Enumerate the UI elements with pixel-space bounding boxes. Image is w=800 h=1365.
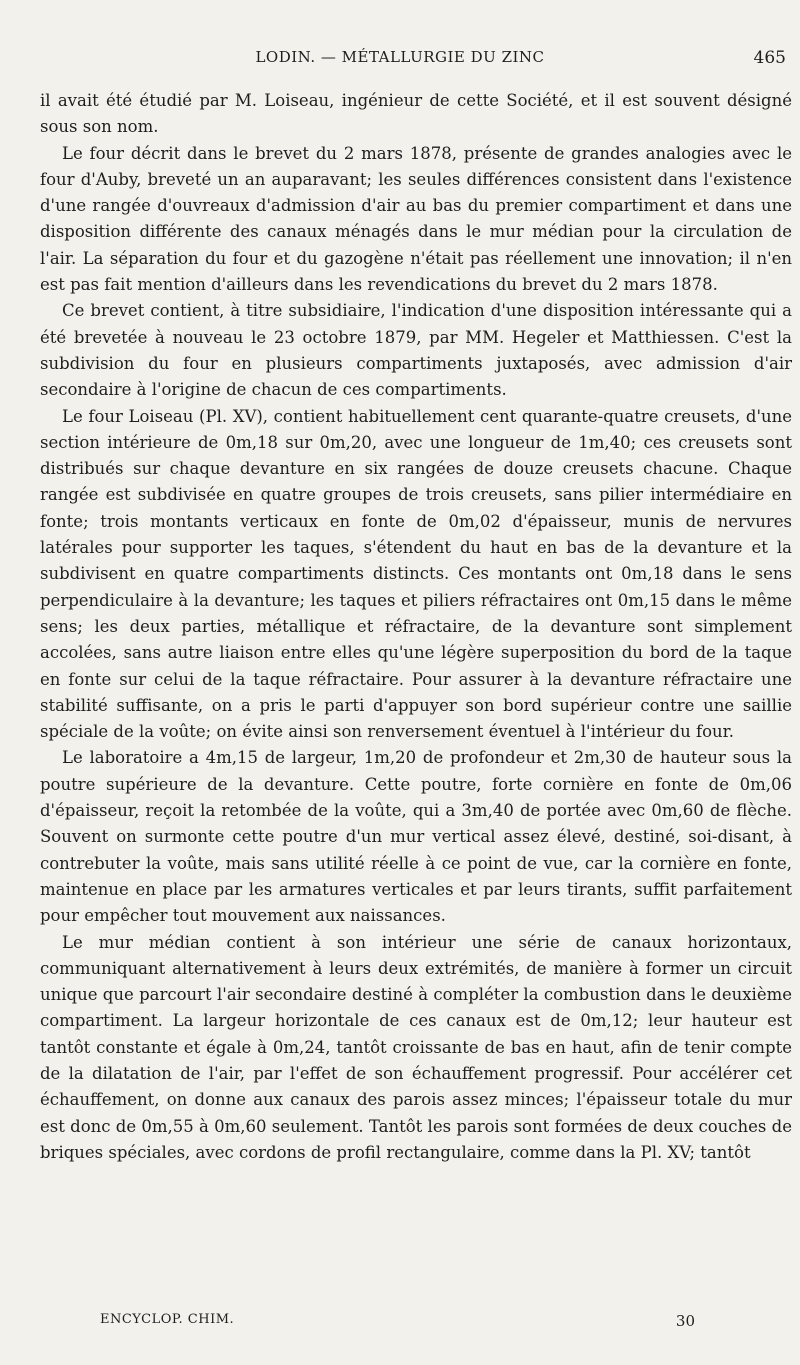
footer-sheet-number: 30: [675, 1312, 695, 1330]
footer-signature: ENCYCLOP. CHIM.: [100, 1312, 235, 1327]
paragraph: Le laboratoire a 4m,15 de largeur, 1m,20 de profondeur et 2m,30 de hauteur sous la poutre supérieure de la devanture. Cette poutre, forte cornière en fonte de 0m,06 d'épaisseur, reçoit la retombée de la voûte, qui a 3m,40 de portée avec 0m,60 de flèche. Souvent on surmonte cette poutre d'un mur vertical assez élevé, destiné, soi-disant, à contrebuter la voûte, mais sans utilité réelle à ce point de vue, car la cornière en fonte, maintenue en place par les armatures verticales et par leurs tirants, suffit parfaitement pour empêcher tout mouvement aux naissances.: [40, 748, 792, 926]
page-footer: [100, 1312, 695, 1336]
paragraph: Le mur médian contient à son intérieur une série de canaux horizontaux, communiquant alternativement à leurs deux extrémités, de manière à former un circuit unique que parcourt l'air secondaire destiné à compléter la combustion dans le deuxième compartiment. La largeur horizontale de ces canaux est de 0m,12; leur hauteur est tantôt constante et égale à 0m,24, tantôt croissante de bas en haut, afin de tenir compte de la dilatation de l'air, par l'effet de son échauffement progressif. Pour accélérer cet échauffement, on donne aux canaux des parois assez minces; l'épaisseur totale du mur est donc de 0m,55 à 0m,60 seulement. Tantôt les parois sont formées de deux couches de briques spéciales, avec cordons de profil rectangulaire, comme dans la Pl. XV; tantôt: [40, 932, 792, 1162]
paragraph: Ce brevet contient, à titre subsidiaire, l'indication d'une disposition intéressante qui a été brevetée à nouveau le 23 octobre 1879, par MM. Hegeler et Matthiessen. C'est la subdivision du four en plusieurs compartiments juxtaposés, avec admission d'air secondaire à l'origine de chacun de ces compartiments.: [40, 301, 792, 400]
running-head: [0, 46, 800, 74]
page-number: 465: [753, 48, 786, 68]
paragraph: Le four décrit dans le brevet du 2 mars 1878, présente de grandes analogies avec le four d'Auby, breveté un an auparavant; les seules différences consistent dans l'existence d'une rangée d'ouvreaux d'admission d'air au bas du premier compartiment et dans une disposition différente des canaux ménagés dans le mur médian pour la circulation de l'air. La séparation du four et du gazogène n'était pas réellement une innovation; il n'en est pas fait mention d'ailleurs dans les revendications du brevet du 2 mars 1878.: [40, 143, 792, 295]
body-text: [40, 88, 792, 1166]
paragraph-continued: il avait été étudié par M. Loiseau, ingénieur de cette Société, et il est souvent désigné sous son nom.: [40, 91, 792, 137]
paragraph: Le four Loiseau (Pl. XV), contient habituellement cent quarante-quatre creusets, d'une section intérieure de 0m,18 sur 0m,20, avec une longueur de 1m,40; ces creusets sont distribués sur chaque devanture en six rangées de douze creusets chacune. Chaque rangée est subdivisée en quatre groupes de trois creusets, sans pilier intermédiaire en fonte; trois montants verticaux en fonte de 0m,02 d'épaisseur, munis de nervures latérales pour supporter les taques, s'étendent du haut en bas de la devanture et la subdivisent en quatre compartiments distincts. Ces montants ont 0m,18 dans le sens perpendiculaire à la devanture; les taques et piliers réfractaires ont 0m,15 dans le même sens; les deux parties, métallique et réfractaire, de la devanture sont simplement accolées, sans autre liaison entre elles qu'une légère superposition du bord de la taque en fonte sur celui de la taque réfractaire. Pour assurer à la devanture réfractaire une stabilité suffisante, on a pris le parti d'appuyer son bord supérieur contre une saillie spéciale de la voûte; on évite ainsi son renversement éventuel à l'intérieur du four.: [40, 406, 792, 742]
running-head-title: LODIN. — MÉTALLURGIE DU ZINC: [255, 48, 545, 66]
